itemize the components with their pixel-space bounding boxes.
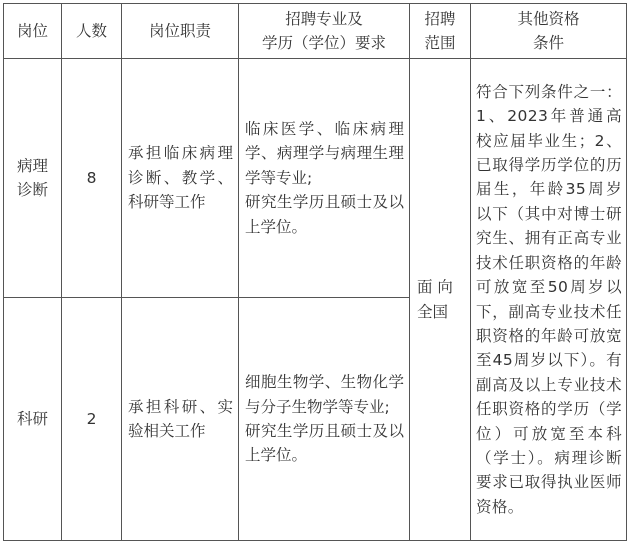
other-conditions-cell [471, 59, 627, 541]
header-scope-line1: 招聘 [424, 9, 456, 28]
scope-line1: 面 向 [417, 278, 453, 297]
degree-text: 研究生学历且硕士及以上学位。 [245, 422, 404, 465]
duties-text: 承担科研、实验相关工作 [128, 397, 233, 440]
position-cell [4, 298, 62, 541]
other-conditions-text: 符合下列条件之一：1、2023年普通高校应届毕业生；2、已取得学历学位的历届生，年龄35周岁以下（其中对博士研究生、拥有正高专业技术任职资格的年龄可放宽至50周岁以下，副高专业技术任职资格的年龄可放宽至45周岁以下）。有副高及以上专业技术任职资格的学历（学位）可放宽至本科（学士）。病理诊断要求已取得执业医师资格。 [476, 82, 622, 516]
count-cell: 2 [62, 298, 122, 541]
header-major [239, 4, 410, 59]
count-cell: 8 [62, 59, 122, 298]
duties-cell [122, 59, 239, 298]
header-other-line2: 条件 [532, 34, 564, 52]
header-row [4, 4, 627, 59]
header-scope [410, 4, 471, 59]
header-count: 人数 [62, 4, 122, 59]
scope-cell [410, 59, 471, 541]
header-other-line1: 其他资格 [517, 9, 580, 28]
header-other [471, 4, 627, 59]
major-text: 临床医学、临床病理学、病理学与病理生理学等专业; [245, 119, 404, 187]
major-cell [239, 298, 410, 541]
major-text: 细胞生物学、生物化学与分子生物学等专业; [245, 373, 404, 416]
position-cell [4, 59, 62, 298]
degree-text: 研究生学历且硕士及以上学位。 [245, 193, 404, 236]
position-line2: 诊断 [16, 181, 48, 199]
position-line1: 科研 [16, 409, 48, 428]
header-major-line2: 学历（学位）要求 [261, 34, 386, 52]
major-cell [239, 59, 410, 298]
recruitment-table [3, 3, 627, 541]
duties-text: 承担临床病理诊断、教学、科研等工作 [128, 144, 233, 212]
duties-cell [122, 298, 239, 541]
table-row [4, 59, 627, 298]
header-position: 岗位 [4, 4, 62, 59]
scope-line2: 全国 [417, 302, 449, 321]
header-duties: 岗位职责 [122, 4, 239, 59]
header-major-line1: 招聘专业及 [285, 9, 363, 28]
header-scope-line2: 范围 [424, 34, 456, 52]
position-line1: 病理 [16, 156, 48, 175]
